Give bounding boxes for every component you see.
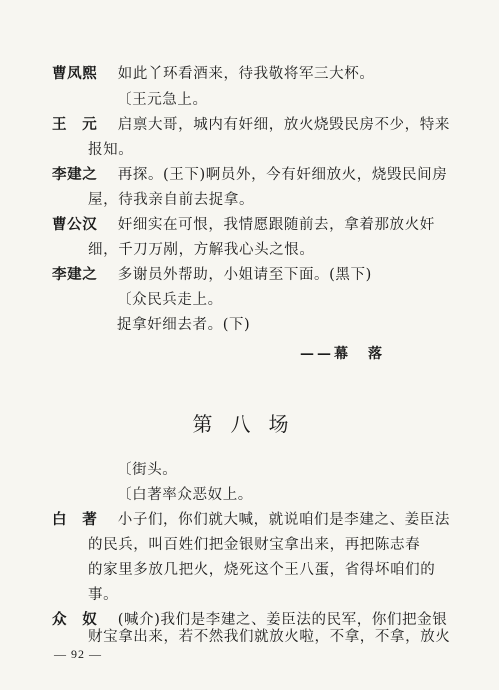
dialogue-line: [52, 511, 450, 529]
speaker-name: 李建之: [52, 166, 98, 183]
dialogue-line: [52, 216, 435, 234]
stage-direction: 〔王元急上。: [117, 92, 208, 108]
dialogue-line: [52, 266, 372, 284]
dialogue-continuation: 的民兵，叫百姓们把金银财宝拿出来，再把陈志春: [88, 537, 421, 553]
curtain-fall: ——幕 落: [300, 346, 385, 362]
dialogue-continuation: 细，千刀万剐，方解我心头之恨。: [88, 242, 315, 258]
speaker-name: 白 著: [52, 511, 98, 528]
speaker-name: 曹凤熙: [52, 65, 98, 82]
dialogue-continuation: 的家里多放几把火，烧死这个王八蛋，省得坏咱们的: [88, 562, 436, 578]
dialogue-line: [52, 65, 374, 83]
dialogue-text: 如此丫环看酒来，待我敬将军三大杯。: [117, 66, 375, 82]
dialogue-continuation: 屋，待我亲自前去捉拿。: [88, 192, 255, 208]
dialogue-text: 小子们，你们就大喊，就说咱们是李建之、姜臣法: [117, 512, 450, 528]
stage-direction: 〔街头。: [117, 462, 178, 478]
dialogue-line: [52, 611, 447, 629]
speaker-name: 李建之: [52, 266, 98, 283]
stage-direction: 〔白著率众恶奴上。: [117, 487, 253, 503]
dialogue-text: (喊介)我们是李建之、姜臣法的民军，你们把金银: [117, 612, 448, 628]
dialogue-continuation: 财宝拿出来，若不然我们就放火啦，不拿，不拿，放火: [88, 629, 451, 645]
dialogue-line: [52, 116, 450, 134]
speaker-name: 众 奴: [52, 611, 98, 628]
page-number: — 92 —: [54, 647, 102, 661]
dialogue-text: 奸细实在可恨，我情愿跟随前去，拿着那放火奸: [117, 217, 435, 233]
dialogue-text: 再探。(王下)啊员外，今有奸细放火，烧毁民间房: [117, 167, 448, 183]
dialogue-line: [52, 166, 447, 184]
scene-title: 第八场: [192, 412, 307, 436]
dialogue-text: 多谢员外帮助，小姐请至下面。(黑下): [117, 267, 372, 283]
dialogue-continuation: 捉拿奸细去者。(下): [117, 317, 251, 333]
speaker-name: 曹公汉: [52, 216, 98, 233]
dialogue-continuation: 报知。: [88, 142, 134, 158]
dialogue-text: 启禀大哥，城内有奸细，放火烧毁民房不少，特来: [117, 117, 450, 133]
stage-direction: 〔众民兵走上。: [117, 292, 223, 308]
speaker-name: 王 元: [52, 116, 98, 133]
dialogue-continuation: 事。: [88, 587, 119, 603]
